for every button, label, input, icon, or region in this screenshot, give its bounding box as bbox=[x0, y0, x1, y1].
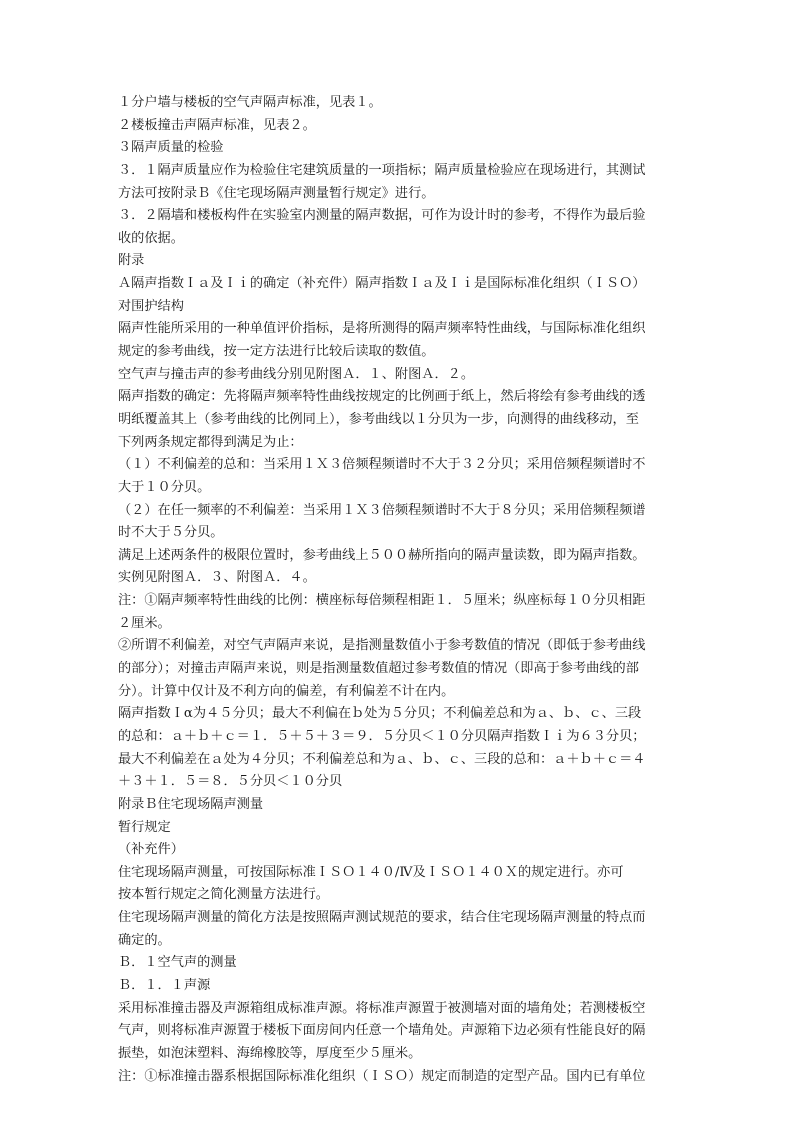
text-line: 隔声指数的确定：先将隔声频率特性曲线按规定的比例画于纸上，然后将绘有参考曲线的透 bbox=[118, 389, 646, 405]
text-line: Ａ隔声指数Ｉａ及Ｉｉ的确定（补充件）隔声指数Ｉａ及Ｉｉ是国际标准化组织（ＩＳＯ） bbox=[118, 276, 646, 292]
text-line: ２楼板撞击声隔声标准，见表２。 bbox=[118, 117, 316, 133]
text-line: Ｂ．１．１声源 bbox=[118, 977, 211, 993]
text-line: 隔声指数Ｉα为４５分贝；最大不利偏在ｂ处为５分贝；不利偏差总和为ａ、ｂ、ｃ、三段 bbox=[118, 706, 642, 722]
text-line: 采用标准撞击器及声源箱组成标准声源。将标准声源置于被测墙对面的墙角处；若测楼板空 bbox=[118, 1000, 646, 1016]
text-line: 实例见附图Ａ．３、附图Ａ．４。 bbox=[118, 570, 316, 586]
text-line: 的部分）；对撞击声隔声来说，则是指测量数值超过参考数值的情况（即高于参考曲线的部 bbox=[118, 661, 639, 677]
text-line: 附录 bbox=[118, 253, 145, 269]
text-line: ２厘米。 bbox=[118, 615, 171, 631]
text-line: ３．２隔墙和楼板构件在实验室内测量的隔声数据，可作为设计时的参考，不得作为最后验 bbox=[118, 208, 646, 224]
text-line: 注：①隔声频率特性曲线的比例：横座标每倍频程相距１．５厘米；纵座标每１０分贝相距 bbox=[118, 593, 646, 609]
text-line: 方法可按附录Ｂ《住宅现场隔声测量暂行规定》进行。 bbox=[118, 185, 435, 201]
text-line: 按本暂行规定之简化测量方法进行。 bbox=[118, 887, 329, 903]
text-line: 注：①标准撞击器系根据国际标准化组织（ＩＳＯ）规定而制造的定型产品。国内已有单位 bbox=[118, 1068, 646, 1084]
text-line: 最大不利偏差在ａ处为４分贝；不利偏差总和为ａ、ｂ、ｃ、三段的总和：ａ＋ｂ＋ｃ＝４ bbox=[118, 751, 646, 767]
text-line: 满足上述两条件的极限位置时，参考曲线上５００赫所指向的隔声量读数，即为隔声指数。 bbox=[118, 547, 646, 563]
text-line: 隔声性能所采用的一种单值评价指标，是将所测得的隔声频率特性曲线，与国际标准化组织 bbox=[118, 321, 646, 337]
text-line: （补充件） bbox=[118, 842, 184, 858]
text-line: 大于１０分贝。 bbox=[118, 479, 211, 495]
text-line: 空气声与撞击声的参考曲线分别见附图Ａ．１、附图Ａ．２。 bbox=[118, 366, 475, 382]
text-line: １分户墙与楼板的空气声隔声标准，见表１。 bbox=[118, 95, 382, 110]
text-line: 住宅现场隔声测量，可按国际标准ＩＳＯ１４０/Ⅳ及ＩＳＯ１４０Ｘ的规定进行。亦可 bbox=[118, 864, 624, 880]
text-line: 规定的参考曲线，按一定方法进行比较后读取的数值。 bbox=[118, 344, 435, 360]
text-line: 对围护结构 bbox=[118, 298, 184, 314]
text-line: ３．１隔声质量应作为检验住宅建筑质量的一项指标；隔声质量检验应在现场进行，其测试 bbox=[118, 162, 646, 178]
text-line: Ｂ．１空气声的测量 bbox=[118, 955, 237, 971]
text-line: 附录Ｂ住宅现场隔声测量 bbox=[118, 796, 264, 812]
text-line: 下列两条规定都得到满足为止： bbox=[118, 434, 303, 450]
document-page bbox=[118, 92, 678, 1088]
text-line: 分）。计算中仅计及不利方向的偏差，有利偏差不计在内。 bbox=[118, 683, 455, 699]
text-line: 的总和：ａ＋ｂ＋ｃ＝１．５＋５＋３＝９．５分贝＜１０分贝隔声指数Ｉｉ为６３分贝； bbox=[118, 728, 646, 744]
text-line: ②所谓不利偏差，对空气声隔声来说，是指测量数值小于参考数值的情况（即低于参考曲线 bbox=[118, 638, 646, 654]
text-line: 明纸覆盖其上（参考曲线的比例同上），参考曲线以１分贝为一步，向测得的曲线移动，至 bbox=[118, 411, 639, 427]
text-line: ３隔声质量的检验 bbox=[118, 140, 224, 156]
text-line: （１）不利偏差的总和：当采用１Ｘ３倍频程频谱时不大于３２分贝；采用倍频程频谱时不 bbox=[118, 457, 646, 473]
text-line: 时不大于５分贝。 bbox=[118, 525, 224, 541]
text-line: （２）在任一频率的不利偏差：当采用１Ｘ３倍频程频谱时不大于８分贝；采用倍频程频谱 bbox=[118, 502, 646, 518]
text-line: 收的依据。 bbox=[118, 230, 184, 246]
text-line: 确定的。 bbox=[118, 932, 171, 948]
text-line: 住宅现场隔声测量的简化方法是按照隔声测试规范的要求，结合住宅现场隔声测量的特点而 bbox=[118, 910, 646, 926]
text-line: ＋３＋１．５＝８．５分贝＜１０分贝 bbox=[118, 774, 343, 790]
text-line: 气声，则将标准声源置于楼板下面房间内任意一个墙角处。声源箱下边必须有性能良好的隔 bbox=[118, 1023, 646, 1039]
text-line: 振垫，如泡沫塑料、海绵橡胶等，厚度至少５厘米。 bbox=[118, 1045, 422, 1061]
text-line: 暂行规定 bbox=[118, 819, 171, 835]
